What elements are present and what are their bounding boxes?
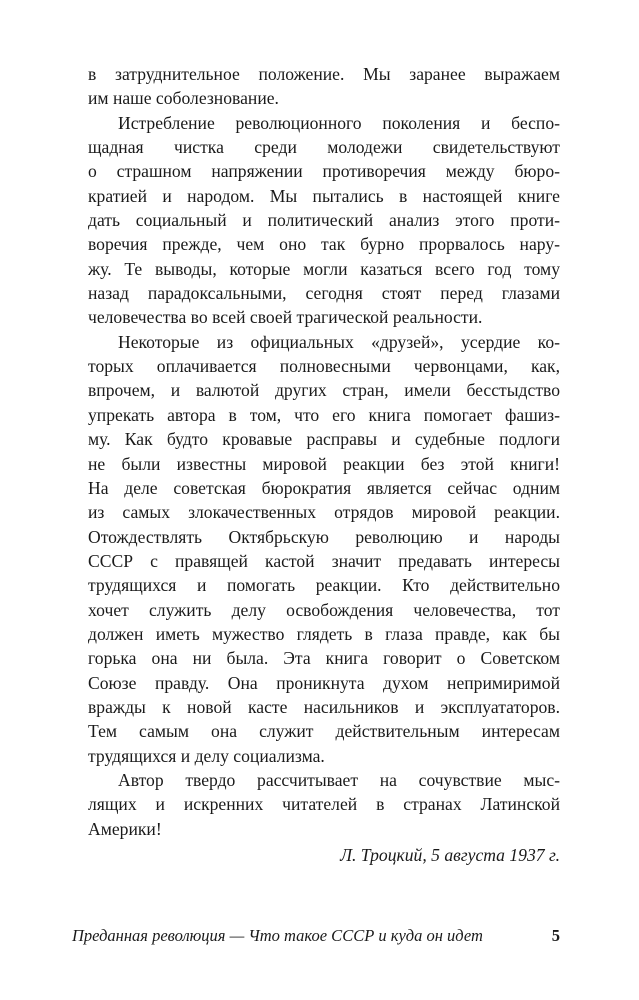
text-line: торых оплачивается полновесными червонцами, как,: [88, 356, 560, 377]
text-line: трудящихся и помогать реакции. Кто действительно: [88, 575, 560, 596]
text-line: Некоторые из официальных «друзей», усердие ко-: [118, 331, 560, 352]
text-line: впрочем, и валютой других стран, имели бесстыдство: [88, 380, 560, 401]
text-line: о страшном напряжении противоречия между бюро-: [88, 161, 560, 182]
text-line: Отождествлять Октябрьскую революцию и народы: [88, 526, 560, 547]
text-line: хочет служить делу освобождения человечества, тот: [88, 599, 560, 620]
text-line: им наше соболезнование.: [88, 88, 279, 109]
text-line: воречия прежде, чем оно так бурно прорвалось нару-: [88, 234, 560, 255]
text-line: му. Как будто кровавые расправы и судебные подлоги: [88, 429, 560, 450]
page-footer: [72, 924, 560, 948]
text-line: из самых злокачественных отрядов мировой реакции.: [88, 502, 560, 523]
text-line: дать социальный и политический анализ этого проти-: [88, 210, 560, 231]
text-line: трудящихся и делу социализма.: [88, 745, 325, 766]
text-line: человечества во всей своей трагической реальности.: [88, 307, 483, 328]
text-line: жу. Те выводы, которые могли казаться всего год тому: [88, 258, 560, 279]
text-line: горька она ни была. Эта книга говорит о Советском: [88, 648, 560, 669]
text-line: назад парадоксальными, сегодня стоят перед глазами: [88, 283, 560, 304]
text-line: Истребление революционного поколения и беспо-: [118, 112, 560, 133]
text-line: Тем самым она служит действительным интересам: [88, 721, 560, 742]
text-line: Союзе правду. Она проникнута духом непримиримой: [88, 672, 560, 693]
text-line: щадная чистка среди молодежи свидетельствуют: [88, 137, 560, 158]
author-signature: Л. Троцкий, 5 августа 1937 г.: [340, 845, 560, 865]
text-line: упрекать автора в том, что его книга помогает фашиз-: [88, 404, 560, 425]
page-number: 5: [551, 926, 560, 945]
text-line: вражды к новой касте насильников и эксплуататоров.: [88, 696, 560, 717]
text-line: не были известны мировой реакции без этой книги!: [88, 453, 560, 474]
text-line: кратией и народом. Мы пытались в настоящей книге: [88, 185, 560, 206]
body-text: [88, 62, 560, 869]
text-line: На деле советская бюрократия является сейчас одним: [88, 477, 560, 498]
running-title: Преданная революция — Что такое СССР и куда он идет: [72, 926, 483, 945]
text-line: должен иметь мужество глядеть в глаза правде, как бы: [88, 623, 560, 644]
text-line: в затруднительное положение. Мы заранее выражаем: [88, 64, 560, 84]
text-line: СССР с правящей кастой значит предавать интересы: [88, 550, 560, 571]
text-line: Америки!: [88, 818, 162, 839]
text-line: лящих и искренних читателей в странах Латинской: [88, 794, 560, 815]
text-line: Автор твердо рассчитывает на сочувствие мыс-: [118, 769, 560, 790]
